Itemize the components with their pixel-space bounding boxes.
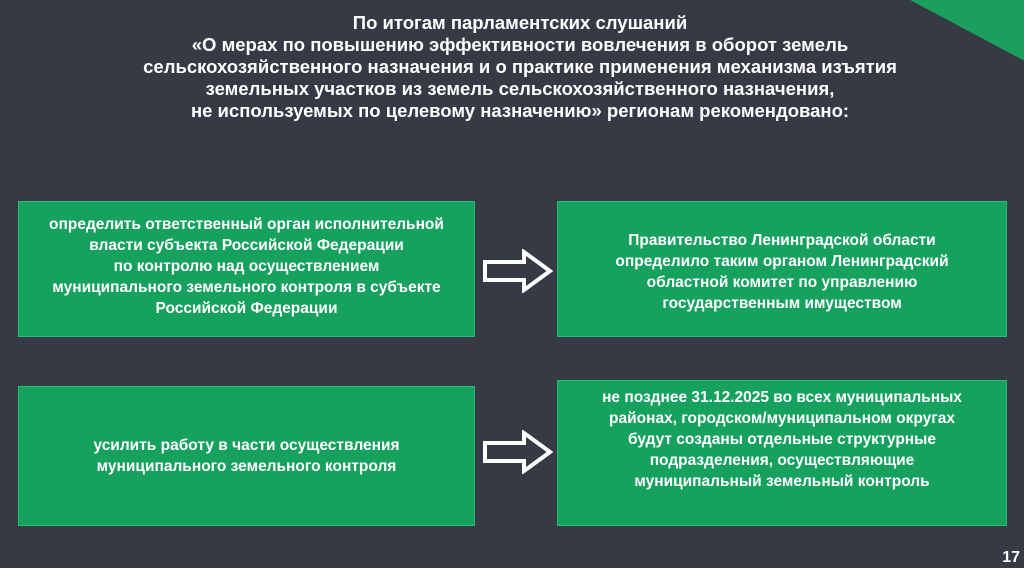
- title-line: не используемых по целевому назначению» регионам рекомендовано:: [190, 100, 850, 121]
- result-box: [557, 201, 1007, 337]
- recommendation-line: муниципального земельного контроля: [96, 458, 397, 475]
- result-line: будут созданы отдельные структурные: [627, 431, 937, 448]
- recommendation-box: [18, 201, 475, 337]
- right-arrow-icon: [482, 430, 554, 474]
- recommendation-line: по контролю над осуществлением: [113, 258, 380, 275]
- recommendation-line: усилить работу в части осуществления: [93, 437, 400, 454]
- result-line: подразделения, осуществляющие: [649, 452, 915, 469]
- title-line: По итогам парламентских слушаний: [352, 12, 688, 33]
- result-line: муниципальный земельный контроль: [634, 473, 930, 490]
- page-number: 17: [1002, 549, 1020, 566]
- recommendation-line: Российской Федерации: [155, 300, 338, 317]
- result-line: областной комитет по управлению: [646, 274, 918, 291]
- result-line: государственным имуществом: [662, 295, 902, 312]
- result-line: не позднее 31.12.2025 во всех муниципальных: [602, 389, 962, 406]
- slide-title: [40, 12, 1000, 122]
- right-arrow-icon: [482, 249, 554, 293]
- title-line: земельных участков из земель сельскохозяйственного назначения,: [205, 78, 835, 99]
- result-box: [557, 380, 1007, 526]
- title-line: «О мерах по повышению эффективности вовлечения в оборот земель: [191, 34, 849, 55]
- recommendation-line: муниципального земельного контроля в субъекте: [52, 279, 441, 296]
- recommendation-box: [18, 386, 475, 526]
- result-line: Правительство Ленинградской области: [628, 232, 936, 249]
- result-line: определило таким органом Ленинградский: [615, 253, 949, 270]
- title-line: сельскохозяйственного назначения и о практике применения механизма изъятия: [143, 56, 897, 77]
- result-line: районах, городском/муниципальном округах: [609, 410, 955, 427]
- recommendation-line: власти субъекта Российской Федерации: [89, 237, 404, 254]
- recommendation-line: определить ответственный орган исполнительной: [49, 216, 444, 233]
